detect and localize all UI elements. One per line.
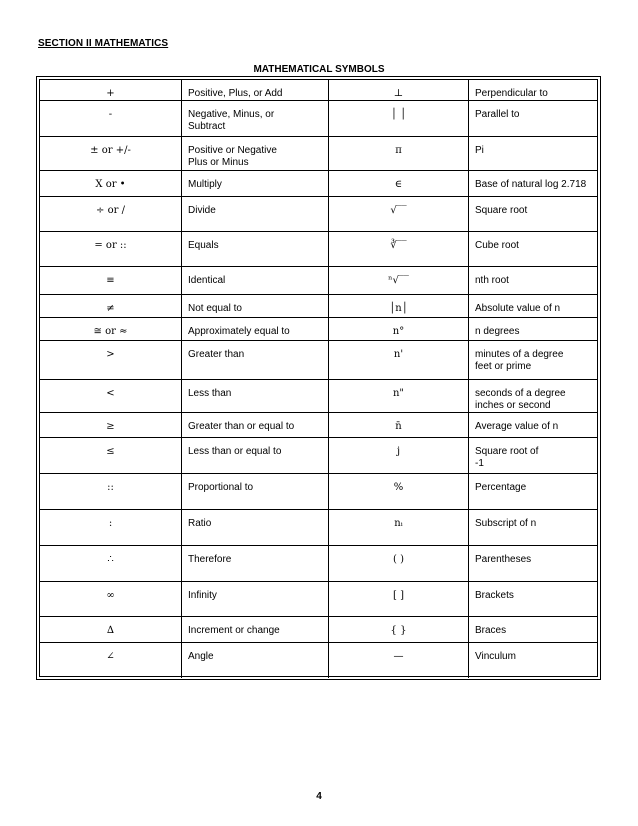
meaning-cell <box>469 80 598 101</box>
meaning-cell-text: Average value of n <box>475 421 559 432</box>
symbols-table-frame <box>36 76 601 680</box>
symbol-cell <box>329 318 469 341</box>
meaning-cell <box>469 341 598 380</box>
meaning-cell <box>182 171 329 197</box>
symbol-cell <box>40 438 182 474</box>
symbol-cell <box>40 232 182 267</box>
meaning-cell-text: Ratio <box>188 518 212 529</box>
meaning-cell-text: Greater than <box>188 349 245 360</box>
symbol-cell <box>40 137 182 171</box>
meaning-cell-text: Negative, Minus, or Subtract <box>188 109 275 132</box>
symbol-cell-text: > <box>106 349 115 360</box>
symbol-cell <box>329 80 469 101</box>
table-row <box>40 101 597 137</box>
meaning-cell-text: Percentage <box>475 482 527 493</box>
meaning-cell <box>182 197 329 232</box>
meaning-cell-text: Increment or change <box>188 625 280 636</box>
symbol-cell <box>329 474 469 510</box>
meaning-cell <box>469 101 598 137</box>
symbol-cell-text: n° <box>392 326 405 337</box>
meaning-cell-text: Proportional to <box>188 482 254 493</box>
symbol-cell-text: ≥ <box>106 421 115 432</box>
meaning-cell-text: Subscript of n <box>475 518 537 529</box>
table-row <box>40 318 597 341</box>
symbol-cell <box>329 101 469 137</box>
meaning-cell <box>469 643 598 678</box>
table-row <box>40 582 597 617</box>
symbol-cell <box>329 413 469 438</box>
symbol-cell-text: │ │ <box>390 109 407 120</box>
symbol-cell <box>40 80 182 101</box>
meaning-cell-text: Angle <box>188 651 214 662</box>
table-row <box>40 341 597 380</box>
symbol-cell-text: ≡ <box>106 275 115 286</box>
meaning-cell-text: Cube root <box>475 240 519 251</box>
meaning-cell-text: Less than or equal to <box>188 446 282 457</box>
meaning-cell-text: Square root of -1 <box>475 446 539 469</box>
meaning-cell <box>182 438 329 474</box>
symbol-cell <box>329 582 469 617</box>
symbol-cell-text: :: <box>107 482 114 493</box>
table-row <box>40 438 597 474</box>
symbol-cell <box>329 232 469 267</box>
symbol-cell-text: { } <box>390 625 407 636</box>
table-row <box>40 295 597 318</box>
symbol-cell-text: n̄ <box>395 421 402 432</box>
symbol-cell <box>40 197 182 232</box>
table-row <box>40 171 597 197</box>
meaning-cell <box>469 232 598 267</box>
meaning-cell <box>182 380 329 413</box>
symbol-cell <box>329 546 469 582</box>
symbol-cell-text: - <box>108 109 113 120</box>
meaning-cell-text: Square root <box>475 205 528 216</box>
symbol-cell-text: ⊥ <box>393 88 404 99</box>
symbol-cell-text: nᵢ <box>394 518 403 529</box>
meaning-cell <box>182 80 329 101</box>
symbol-cell-text: ∞ <box>106 590 115 601</box>
symbol-cell-text: — <box>393 651 404 662</box>
meaning-cell-text: Positive, Plus, or Add <box>188 88 283 99</box>
meaning-cell-text: Approximately equal to <box>188 326 290 337</box>
symbol-cell-text: + <box>106 88 115 99</box>
meaning-cell <box>182 474 329 510</box>
symbol-cell <box>40 380 182 413</box>
symbol-cell <box>40 617 182 643</box>
symbol-cell <box>40 295 182 318</box>
symbol-cell-text: ∛‾‾ <box>390 240 407 251</box>
meaning-cell-text: Therefore <box>188 554 232 565</box>
symbols-table <box>40 80 597 678</box>
table-row <box>40 380 597 413</box>
meaning-cell <box>182 232 329 267</box>
symbol-cell <box>40 171 182 197</box>
symbol-cell <box>329 341 469 380</box>
meaning-cell <box>182 643 329 678</box>
meaning-cell-text: Parentheses <box>475 554 532 565</box>
symbol-cell-text: ∈ <box>394 179 403 190</box>
symbol-cell-text: [ ] <box>393 590 404 601</box>
table-row <box>40 267 597 295</box>
meaning-cell <box>182 295 329 318</box>
meaning-cell <box>469 474 598 510</box>
symbol-cell-text: ≤ <box>106 446 115 457</box>
meaning-cell-text: Brackets <box>475 590 514 601</box>
section-title: SECTION II MATHEMATICS <box>38 38 169 49</box>
symbol-cell <box>329 438 469 474</box>
symbol-cell <box>40 474 182 510</box>
meaning-cell-text: Positive or Negative Plus or Minus <box>188 145 277 168</box>
meaning-cell-text: Multiply <box>188 179 222 190</box>
symbol-cell-text: ∆ <box>107 625 114 636</box>
meaning-cell <box>469 295 598 318</box>
table-row <box>40 474 597 510</box>
meaning-cell <box>469 413 598 438</box>
meaning-cell-text: Parallel to <box>475 109 520 120</box>
meaning-cell <box>182 617 329 643</box>
symbol-cell <box>40 546 182 582</box>
symbol-cell <box>40 510 182 546</box>
table-row <box>40 643 597 678</box>
symbol-cell-text: ( ) <box>393 554 404 565</box>
symbol-cell <box>40 582 182 617</box>
symbol-cell <box>329 643 469 678</box>
meaning-cell <box>469 546 598 582</box>
symbol-cell <box>40 318 182 341</box>
table-row <box>40 80 597 101</box>
symbol-cell <box>329 295 469 318</box>
meaning-cell-text: Less than <box>188 388 232 399</box>
symbol-cell <box>329 137 469 171</box>
meaning-cell-text: seconds of a degree inches or second <box>475 388 566 411</box>
symbol-cell-text: < <box>106 388 115 399</box>
meaning-cell-text: Greater than or equal to <box>188 421 295 432</box>
meaning-cell <box>182 318 329 341</box>
symbol-cell <box>40 413 182 438</box>
meaning-cell <box>182 341 329 380</box>
meaning-cell <box>469 197 598 232</box>
meaning-cell-text: minutes of a degree feet or prime <box>475 349 564 372</box>
meaning-cell-text: Base of natural log 2.718 <box>475 179 587 190</box>
meaning-cell <box>469 617 598 643</box>
meaning-cell-text: nth root <box>475 275 509 286</box>
symbol-cell-text: n" <box>392 388 405 399</box>
symbol-cell-text: ≅ or ≈ <box>93 326 128 337</box>
meaning-cell <box>182 267 329 295</box>
meaning-cell <box>469 137 598 171</box>
table-row <box>40 137 597 171</box>
meaning-cell <box>182 137 329 171</box>
symbol-cell <box>40 101 182 137</box>
symbol-cell <box>40 643 182 678</box>
symbol-cell-text: = or :: <box>94 240 127 251</box>
symbol-cell-text: ± or +/- <box>90 145 131 156</box>
symbol-cell-text: │n│ <box>389 303 408 314</box>
table-row <box>40 546 597 582</box>
symbol-cell <box>329 171 469 197</box>
table-row <box>40 413 597 438</box>
symbol-cell-text: π <box>395 145 402 156</box>
meaning-cell <box>182 101 329 137</box>
symbol-cell <box>329 617 469 643</box>
meaning-cell <box>182 546 329 582</box>
meaning-cell-text: Identical <box>188 275 226 286</box>
symbol-cell <box>329 380 469 413</box>
meaning-cell-text: Divide <box>188 205 216 216</box>
meaning-cell <box>469 267 598 295</box>
table-title: MATHEMATICAL SYMBOLS <box>253 64 385 75</box>
symbol-cell-text: √‾‾ <box>390 205 407 216</box>
table-row <box>40 232 597 267</box>
meaning-cell-text: Perpendicular to <box>475 88 548 99</box>
meaning-cell <box>469 510 598 546</box>
symbol-cell <box>329 197 469 232</box>
meaning-cell <box>469 171 598 197</box>
meaning-cell-text: Not equal to <box>188 303 242 314</box>
meaning-cell-text: Equals <box>188 240 219 251</box>
meaning-cell <box>182 413 329 438</box>
symbol-cell <box>329 267 469 295</box>
symbol-cell-text: : <box>108 518 113 529</box>
meaning-cell <box>182 582 329 617</box>
meaning-cell <box>469 318 598 341</box>
meaning-cell-text: Infinity <box>188 590 217 601</box>
symbol-cell <box>40 341 182 380</box>
symbol-cell-text: ⁿ√‾‾ <box>388 275 409 286</box>
meaning-cell-text: Pi <box>475 145 484 156</box>
symbol-cell-text: ∠ <box>106 651 115 662</box>
symbol-cell-text: j <box>396 446 401 457</box>
symbol-cell-text: ÷ or / <box>96 205 125 216</box>
symbol-cell <box>40 267 182 295</box>
meaning-cell <box>182 510 329 546</box>
symbol-cell-text: ≠ <box>106 303 115 314</box>
meaning-cell <box>469 438 598 474</box>
table-row <box>40 617 597 643</box>
symbol-cell-text: X or • <box>95 179 126 190</box>
meaning-cell <box>469 582 598 617</box>
table-row <box>40 197 597 232</box>
meaning-cell <box>469 380 598 413</box>
symbol-cell <box>329 510 469 546</box>
meaning-cell-text: n degrees <box>475 326 520 337</box>
page-number: 4 <box>316 791 322 802</box>
meaning-cell-text: Vinculum <box>475 651 516 662</box>
symbol-cell-text: n' <box>393 349 404 360</box>
meaning-cell-text: Absolute value of n <box>475 303 561 314</box>
symbol-cell-text: % <box>393 482 404 493</box>
table-row <box>40 510 597 546</box>
symbol-cell-text: ∴ <box>107 554 114 565</box>
meaning-cell-text: Braces <box>475 625 507 636</box>
